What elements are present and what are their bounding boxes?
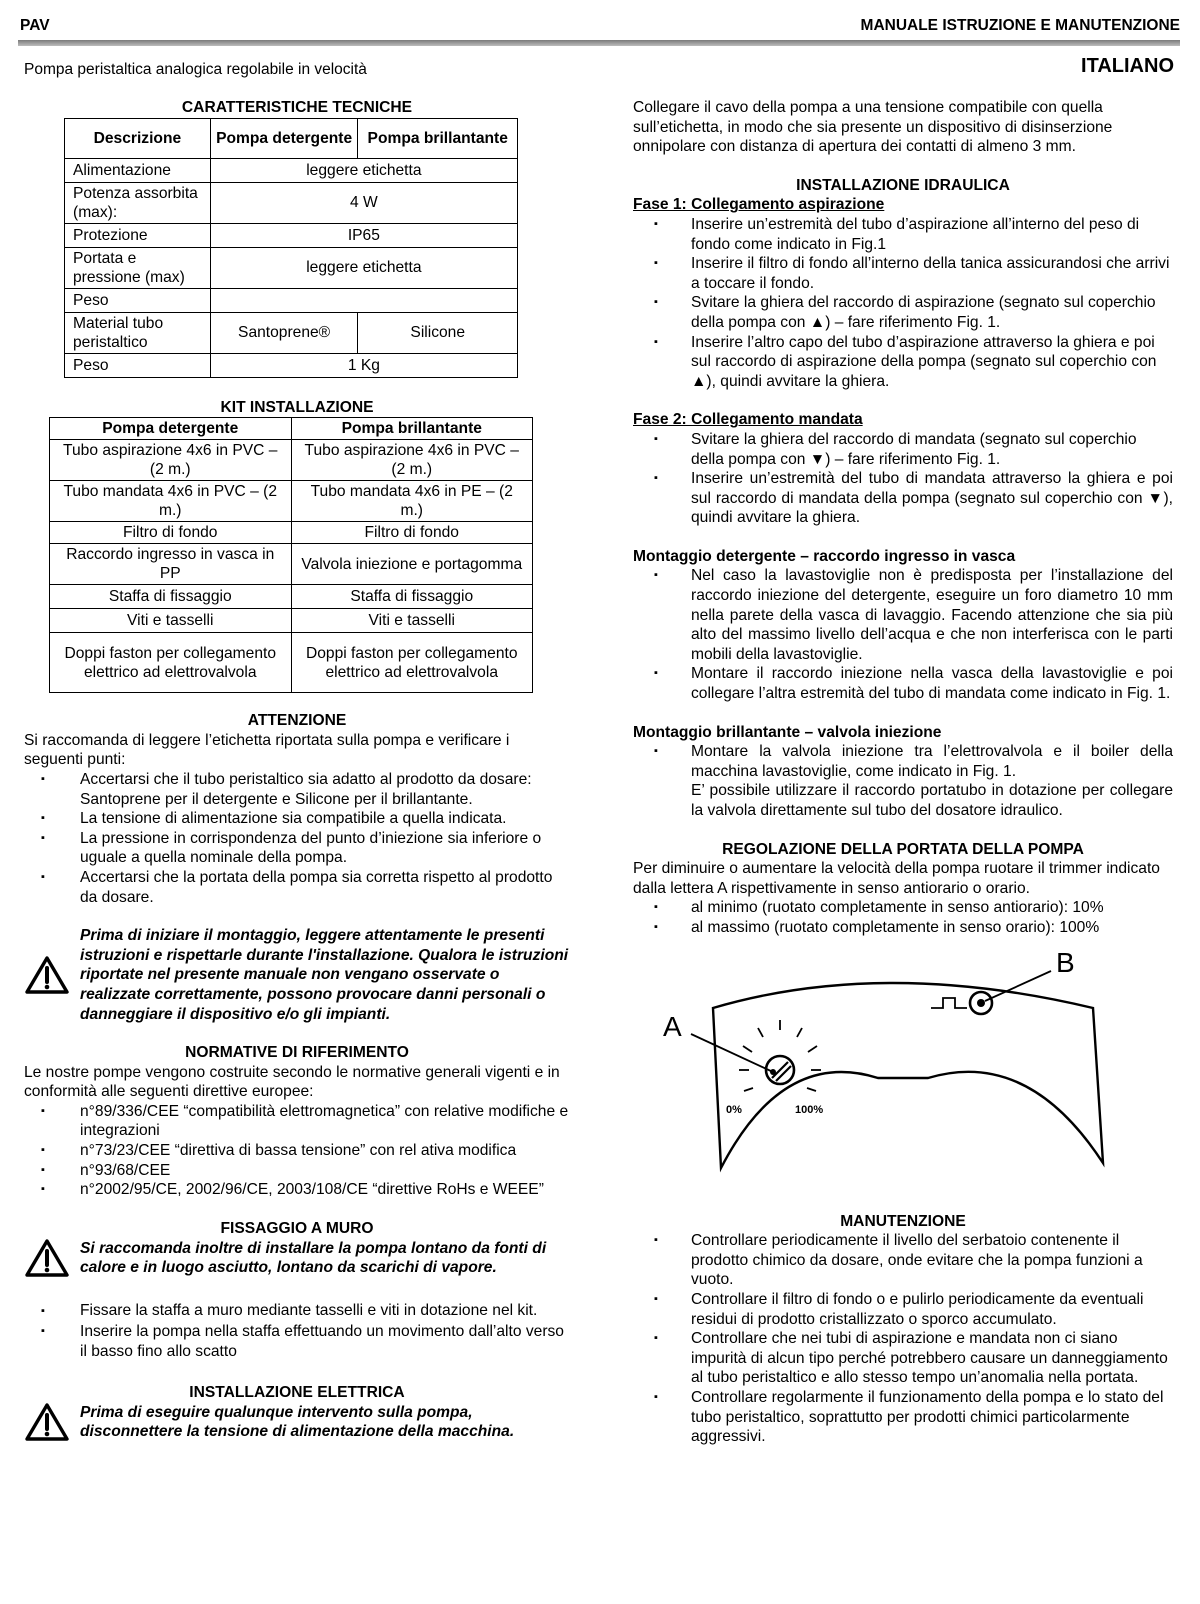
normative-list <box>24 1102 570 1200</box>
table-cell: 4 W <box>210 182 517 223</box>
list-item: ▪ n°73/23/CEE “direttiva di bassa tensione” con rel ativa modifica <box>24 1141 570 1161</box>
attenzione-intro: Si raccomanda di leggere l’etichetta riportata sulla pompa e verificare i seguenti punti: <box>24 731 510 769</box>
table-header: Pompa brillantante <box>358 118 518 158</box>
list-item: ▪ al minimo (ruotato completamente in senso antiorario): 10% <box>633 898 1173 918</box>
table-row <box>65 158 518 182</box>
detergente-title: Montaggio detergente – raccordo ingresso in vasca <box>633 547 1016 565</box>
manutenzione-list <box>633 1231 1173 1447</box>
brillantante-note: E’ possibile utilizzare il raccordo portatubo in dotazione per collegare la valvola direttamente sul tubo del dosatore idraulico. <box>691 782 1173 819</box>
list-item: ▪ Controllare che nei tubi di aspirazione e mandata non ci siano impurità di alcun tipo perché potrebbero causare un danneggiamento al tubo peristaltico e allo stesso tempo un’anomalia nella portata. <box>633 1329 1173 1388</box>
table-row <box>50 481 533 522</box>
table-row <box>65 353 518 377</box>
table-cell: Portata e pressione (max) <box>65 247 211 288</box>
regolazione-list <box>633 898 1173 937</box>
table-cell: Staffa di fissaggio <box>291 585 533 609</box>
table-cell: Doppi faston per collegamento elettrico ad elettrovalvola <box>291 633 533 693</box>
list-item: ▪ Controllare il filtro di fondo o e pulirlo periodicamente da eventuali residui di prodotto cristallizzato o sporco accumulato. <box>633 1290 1173 1329</box>
table-header: Pompa detergente <box>50 418 292 440</box>
table-cell: Santoprene® <box>210 312 358 353</box>
label-max: 100% <box>795 1103 824 1116</box>
brillantante-title: Montaggio brillantante – valvola iniezione <box>633 723 942 741</box>
list-item: ▪ Inserire l’altro capo del tubo d’aspirazione attraverso la ghiera e poi sul raccordo di aspirazione della pompa (segnato sul coperchio con ▲), quindi avvitare la ghiera. <box>633 333 1173 392</box>
fase2-list <box>633 430 1173 528</box>
label-b: B <box>1056 947 1075 978</box>
table-row <box>65 312 518 353</box>
regolazione-intro: Per diminuire o aumentare la velocità della pompa ruotare il trimmer indicato dalla lettera A rispettivamente in senso antiorario o orario. <box>633 860 1160 897</box>
label-min: 0% <box>726 1103 742 1116</box>
table-cell: Potenza assorbita (max): <box>65 182 211 223</box>
idraulica-title: INSTALLAZIONE IDRAULICA <box>796 176 1010 194</box>
table-cell: Peso <box>65 353 211 377</box>
list-item: ▪ Controllare regolarmente il funzionamento della pompa e lo stato del tubo peristaltico, soprattutto per prodotti chimici particolarmente aggressivi. <box>633 1388 1173 1447</box>
language-label: ITALIANO <box>1081 55 1174 77</box>
table-row <box>50 585 533 609</box>
page-header <box>20 16 1180 40</box>
table-row <box>50 440 533 481</box>
list-item: ▪ Inserire un’estremità del tubo di mandata attraverso la ghiera e poi sul raccordo di mandata della pompa (segnato sul coperchio con ▼), quindi avvitare la ghiera. <box>633 469 1173 528</box>
table-row <box>50 522 533 544</box>
warning-icon <box>24 1238 80 1278</box>
table-cell: Valvola iniezione e portagomma <box>291 544 533 585</box>
table-row <box>65 182 518 223</box>
list-item: ▪ Accertarsi che la portata della pompa sia corretta rispetto al prodotto da dosare. <box>24 868 570 907</box>
table-cell: Material tubo peristaltico <box>65 312 211 353</box>
list-item: ▪ Montare il raccordo iniezione nella vasca della lavastoviglie e poi collegare l’altra estremità del tubo di mandata come indicato in Fig. 1. <box>633 664 1173 703</box>
table-row <box>50 544 533 585</box>
table-cell: Filtro di fondo <box>50 522 292 544</box>
table-row <box>65 288 518 312</box>
header-right: MANUALE ISTRUZIONE E MANUTENZIONE <box>860 17 1180 34</box>
table-cell: Staffa di fissaggio <box>50 585 292 609</box>
table-row <box>65 247 518 288</box>
table-row <box>65 118 518 158</box>
list-item: ▪ n°93/68/CEE <box>24 1161 570 1181</box>
kit-table <box>49 417 533 693</box>
attenzione-list <box>24 770 570 907</box>
elettrica-text: Collegare il cavo della pompa a una tensione compatibile con quella sull’etichetta, in modo che sia presente un dispositivo di disinserzione onnipolare con distanza di apertura dei contatti di almeno 3 mm. <box>633 99 1113 156</box>
normative-title: NORMATIVE DI RIFERIMENTO <box>185 1044 409 1062</box>
list-item: ▪ Svitare la ghiera del raccordo di aspirazione (segnato sul coperchio della pompa con ▲) – fare riferimento Fig. 1. <box>633 293 1173 332</box>
regolazione-title: REGOLAZIONE DELLA PORTATA DELLA POMPA <box>722 840 1084 858</box>
list-item: ▪ Nel caso la lavastoviglie non è predisposta per l’installazione del raccordo iniezione del detergente, eseguire un foro diametro 10 mm nella parete della vasca di lavaggio. Facendo attenzione che sia più alto del massimo livello dell’acqua e che non interferisca con le parti mobili della lavastoviglie. <box>633 566 1173 664</box>
list-item: ▪ Svitare la ghiera del raccordo di mandata (segnato sul coperchio della pompa con ▼) – fare riferimento Fig. 1. <box>633 430 1173 469</box>
table-cell: Tubo mandata 4x6 in PE – (2 m.) <box>291 481 533 522</box>
table-cell: Tubo aspirazione 4x6 in PVC – (2 m.) <box>50 440 292 481</box>
table-cell: Viti e tasselli <box>291 609 533 633</box>
warning-text: Prima di iniziare il montaggio, leggere attentamente le presenti istruzioni e rispettarle durante l'installazione. Qualora le istruzioni riportate nel presente manuale non vengano osservate o realizzate correttamente, possono provocare danni personali o danneggiare il dispositivo e/o gli impianti. <box>80 927 569 1023</box>
fase1-title: Fase 1: Collegamento aspirazione <box>633 196 885 214</box>
list-item: ▪ Inserire la pompa nella staffa effettuando un movimento dall’alto verso il basso fino allo scatto <box>24 1322 570 1361</box>
warning-icon <box>24 955 80 995</box>
fase2-title: Fase 2: Collegamento mandata <box>633 411 863 429</box>
detergente-list <box>633 566 1173 703</box>
warning-text: Si raccomanda inoltre di installare la pompa lontano da fonti di calore e in luogo asciutto, lontano da scarichi di vapore. <box>80 1239 547 1277</box>
warning-block <box>24 926 570 1024</box>
table-cell: Alimentazione <box>65 158 211 182</box>
trimmer-figure <box>633 948 1173 1198</box>
table-header: Pompa detergente <box>210 118 358 158</box>
table-cell: Viti e tasselli <box>50 609 292 633</box>
table-cell: Tubo mandata 4x6 in PVC – (2 m.) <box>50 481 292 522</box>
normative-intro: Le nostre pompe vengono costruite secondo le normative generali vigenti e in conformità alle seguenti direttive europee: <box>24 1063 560 1101</box>
table-cell <box>210 288 517 312</box>
manutenzione-title: MANUTENZIONE <box>840 1212 966 1230</box>
list-item: ▪ Inserire un’estremità del tubo d’aspirazione all’interno del peso di fondo come indicato in Fig.1 <box>633 215 1173 254</box>
kit-title: KIT INSTALLAZIONE <box>220 398 374 416</box>
tech-table <box>64 118 518 378</box>
trimmer-diagram <box>633 948 1173 1198</box>
warning-icon <box>24 1402 80 1442</box>
list-item: ▪ n°89/336/CEE “compatibilità elettromagnetica” con relative modifiche e integrazioni <box>24 1102 570 1141</box>
right-column <box>633 98 1173 1447</box>
left-column <box>24 98 570 1442</box>
list-item <box>633 742 1173 820</box>
table-cell: Peso <box>65 288 211 312</box>
table-row <box>50 418 533 440</box>
list-item: ▪ Fissare la staffa a muro mediante tasselli e viti in dotazione nel kit. <box>24 1300 570 1322</box>
table-cell: Silicone <box>358 312 518 353</box>
pulse-symbol <box>931 998 967 1008</box>
tech-title: CARATTERISTICHE TECNICHE <box>181 99 413 116</box>
page-subtitle: Pompa peristaltica analogica regolabile in velocità <box>24 61 367 78</box>
list-item: ▪ La pressione in corrispondenza del punto d’iniezione sia inferiore o uguale a quella nominale della pompa. <box>24 829 570 868</box>
list-item: ▪ Accertarsi che il tubo peristaltico sia adatto al prodotto da dosare: Santoprene per il detergente e Silicone per il brillantante. <box>24 770 570 809</box>
fissaggio-title: FISSAGGIO A MURO <box>220 1219 374 1237</box>
list-item: ▪ Controllare periodicamente il livello del serbatoio contenente il prodotto chimico da dosare, onde evitare che la pompa funzioni a vuoto. <box>633 1231 1173 1290</box>
list-item: ▪ Inserire il filtro di fondo all’interno della tanica assicurandosi che arrivi a toccare il fondo. <box>633 254 1173 293</box>
table-header: Descrizione <box>65 118 211 158</box>
brillantante-item: Montare la valvola iniezione tra l’elettrovalvola e il boiler della macchina lavastoviglie, come indicato in Fig. 1. <box>691 743 1173 780</box>
brillantante-list <box>633 742 1173 820</box>
list-item: ▪ La tensione di alimentazione sia compatibile a quella indicata. <box>24 809 570 829</box>
header-left: PAV <box>20 17 50 34</box>
warning-text: Prima di eseguire qualunque intervento sulla pompa, disconnettere la tensione di alimentazione della macchina. <box>80 1403 515 1441</box>
table-cell: Tubo aspirazione 4x6 in PVC – (2 m.) <box>291 440 533 481</box>
table-cell: Doppi faston per collegamento elettrico ad elettrovalvola <box>50 633 292 693</box>
fissaggio-list <box>24 1300 570 1361</box>
table-cell: 1 Kg <box>210 353 517 377</box>
attenzione-title: ATTENZIONE <box>247 712 347 730</box>
table-row <box>50 609 533 633</box>
fase1-list <box>633 215 1173 391</box>
table-cell: Protezione <box>65 223 211 247</box>
table-cell: IP65 <box>210 223 517 247</box>
table-row <box>50 633 533 693</box>
table-cell: leggere etichetta <box>210 247 517 288</box>
table-header: Pompa brillantante <box>291 418 533 440</box>
warning-block <box>24 1402 570 1442</box>
table-cell: leggere etichetta <box>210 158 517 182</box>
header-rule <box>18 40 1180 46</box>
elettrica-title: INSTALLAZIONE ELETTRICA <box>189 1383 405 1401</box>
label-a: A <box>663 1010 682 1042</box>
leader-a <box>691 1034 773 1072</box>
warning-block <box>24 1238 570 1278</box>
table-cell: Raccordo ingresso in vasca in PP <box>50 544 292 585</box>
list-item: ▪ n°2002/95/CE, 2002/96/CE, 2003/108/CE “direttive RoHs e WEEE” <box>24 1180 570 1200</box>
table-cell: Filtro di fondo <box>291 522 533 544</box>
table-row <box>65 223 518 247</box>
list-item: ▪ al massimo (ruotato completamente in senso orario): 100% <box>633 918 1173 938</box>
